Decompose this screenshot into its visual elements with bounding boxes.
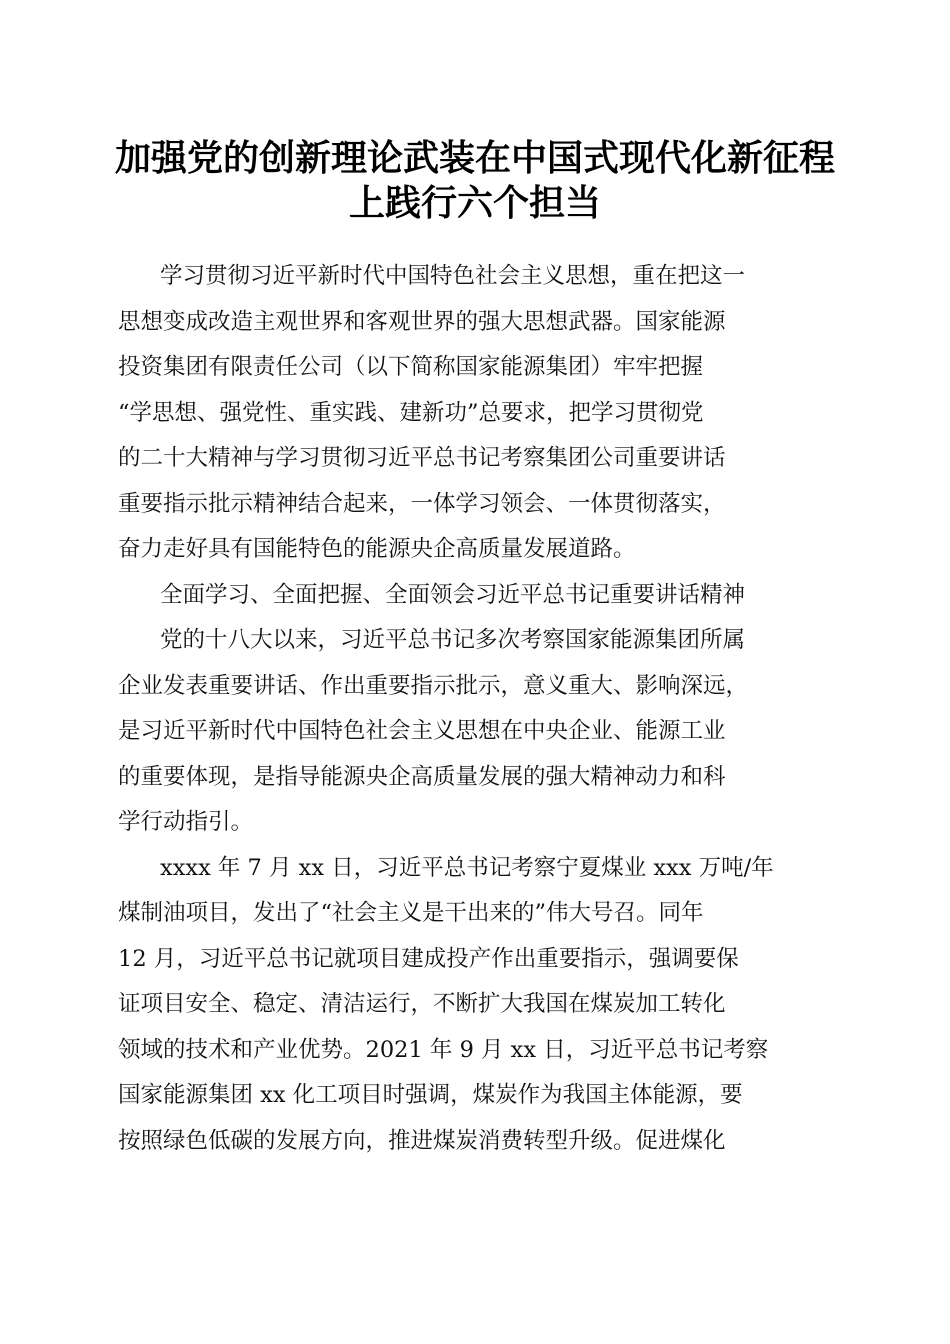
body-line: 企业发表重要讲话、作出重要指示批示，意义重大、影响深远， bbox=[118, 672, 749, 699]
body-line: 证项目安全、稳定、清洁运行，不断扩大我国在煤炭加工转化 bbox=[118, 991, 726, 1017]
body-line: 按照绿色低碳的发展方向，推进煤炭消费转型升级。促进煤化 bbox=[118, 1127, 726, 1154]
body-line: 国家能源集团 xx 化工项目时强调，煤炭作为我国主体能源，要 bbox=[118, 1082, 743, 1108]
body-line: “学思想、强党性、重实践、建新功”总要求，把学习贯彻党 bbox=[118, 399, 704, 426]
body-line: 的二十大精神与学习贯彻习近平总书记考察集团公司重要讲话 bbox=[118, 445, 726, 471]
body-line: 奋力走好具有国能特色的能源央企高质量发展道路。 bbox=[118, 536, 636, 562]
body-line: xxxx 年 7 月 xx 日，习近平总书记考察宁夏煤业 xxx 万吨/年 bbox=[160, 854, 774, 881]
body-line: 煤制油项目，发出了“社会主义是干出来的”伟大号召。同年 bbox=[118, 900, 704, 926]
body-line: 思想变成改造主观世界和客观世界的强大思想武器。国家能源 bbox=[118, 308, 726, 335]
title-line-2: 上践行六个担当 bbox=[348, 182, 601, 224]
body-line: 学行动指引。 bbox=[118, 809, 254, 835]
body-line: 党的十八大以来，习近平总书记多次考察国家能源集团所属 bbox=[160, 627, 746, 653]
body-line: 重要指示批示精神结合起来，一体学习领会、一体贯彻落实， bbox=[118, 490, 726, 517]
body-line: 领域的技术和产业优势。2021 年 9 月 xx 日，习近平总书记考察 bbox=[118, 1036, 769, 1063]
document-body bbox=[118, 254, 838, 1164]
body-line: 12 月，习近平总书记就项目建成投产作出重要指示，强调要保 bbox=[118, 945, 739, 972]
title-line-1: 加强党的创新理论武装在中国式现代化新征程 bbox=[114, 137, 835, 179]
body-line: 的重要体现，是指导能源央企高质量发展的强大精神动力和科 bbox=[118, 763, 726, 790]
section-heading: 全面学习、全面把握、全面领会习近平总书记重要讲话精神 bbox=[160, 581, 746, 608]
document-title bbox=[100, 136, 850, 226]
body-line: 投资集团有限责任公司（以下简称国家能源集团）牢牢把握 bbox=[118, 354, 704, 380]
body-line: 学习贯彻习近平新时代中国特色社会主义思想，重在把这一 bbox=[160, 263, 746, 289]
body-line: 是习近平新时代中国特色社会主义思想在中央企业、能源工业 bbox=[118, 718, 726, 744]
